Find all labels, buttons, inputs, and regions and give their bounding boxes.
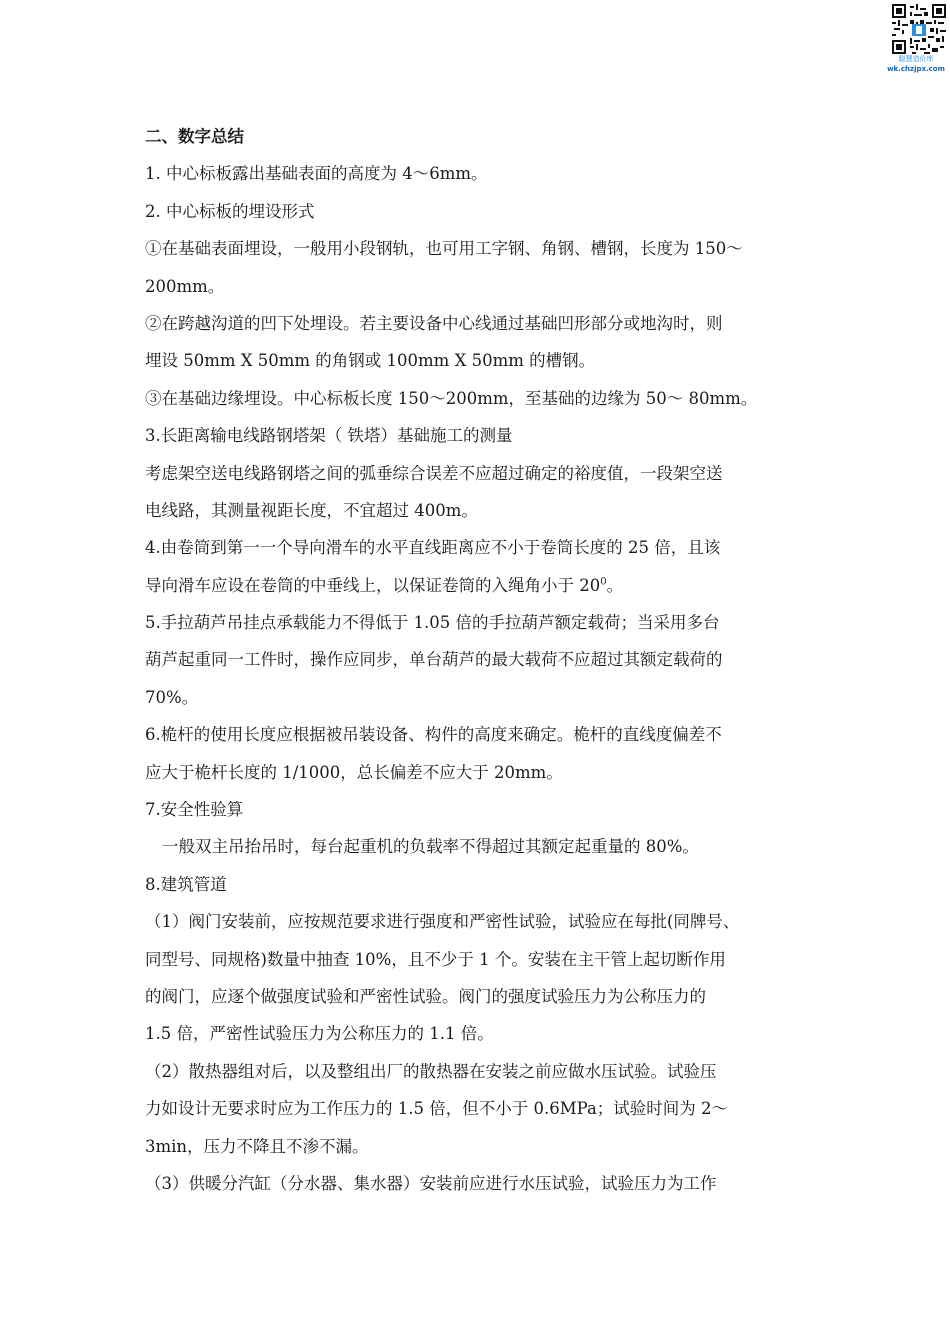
text-line: ③在基础边缘埋设。中心标板长度 150～200mm，至基础的边缘为 50～ 80mm。 — [145, 388, 758, 408]
text-line: 8.建筑管道 — [145, 874, 227, 894]
text-line: 力如设计无要求时应为工作压力的 1.5 倍，但不小于 0.6MPa；试验时间为 2～ — [145, 1099, 729, 1119]
text-line: 埋设 50mm X 50mm 的角钢或 100mm X 50mm 的槽钢。 — [145, 351, 596, 371]
text-line: 5.手拉葫芦吊挂点承载能力不得低于 1.05 倍的手拉葫芦额定载荷；当采用多台 — [145, 613, 720, 633]
text-line: ①在基础表面埋设，一般用小段钢轨，也可用工字钢、角钢、槽钢，长度为 150～ — [145, 239, 743, 259]
text-line: 6.桅杆的使用长度应根据被吊装设备、构件的高度来确定。桅杆的直线度偏差不 — [145, 725, 722, 745]
text-line: 同型号、同规格)数量中抽查 10%，且不少于 1 个。安装在主干管上起切断作用 — [145, 949, 726, 969]
text-line: 考虑架空送电线路钢塔之间的弧垂综合误差不应超过确定的裕度值，一段架空送 — [145, 463, 723, 483]
text-line: （2）散热器组对后，以及整组出厂的散热器在安装之前应做水压试验。试验压 — [145, 1061, 717, 1081]
text-line: ②在跨越沟道的凹下处埋设。若主要设备中心线通过基础凹形部分或地沟时，则 — [145, 313, 723, 333]
brand-url[interactable]: wk.chzjpx.com — [887, 65, 945, 73]
text-line: 3.长距离输电线路钢塔架（ 铁塔）基础施工的测量 — [145, 426, 513, 446]
text-line-main: 导向滑车应设在卷筒的中垂线上，以保证卷筒的入绳角小于 20 — [145, 575, 601, 595]
text-line: 4.由卷筒到第一一个导向滑车的水平直线距离应不小于卷筒长度的 25 倍，且该 — [145, 538, 721, 558]
text-line: （3）供暖分汽缸（分水器、集水器）安装前应进行水压试验，试验压力为工作 — [145, 1173, 717, 1193]
text-line: 一般双主吊抬吊时，每台起重机的负载率不得超过其额定起重量的 80%。 — [162, 837, 699, 857]
text-line: （1）阀门安装前，应按规范要求进行强度和严密性试验，试验应在每批(同牌号、 — [145, 912, 740, 932]
text-line-end: 。 — [606, 575, 624, 595]
text-line: 葫芦起重同一工件时，操作应同步，单台葫芦的最大载荷不应超过其额定载荷的 — [145, 650, 723, 670]
text-line: 应大于桅杆长度的 1/1000，总长偏差不应大于 20mm。 — [145, 762, 563, 782]
qr-code-icon — [892, 4, 946, 54]
text-line: 的阀门，应逐个做强度试验和严密性试验。阀门的强度试验压力为公称压力的 — [145, 986, 706, 1006]
degree-superscript: 0 — [600, 576, 607, 588]
text-line: 1.5 倍，严密性试验压力为公称压力的 1.1 倍。 — [145, 1024, 494, 1044]
section-heading: 二、数字总结 — [145, 127, 244, 146]
text-line: 1. 中心标板露出基础表面的高度为 4～6mm。 — [145, 164, 488, 184]
text-line: 3min，压力不降且不渗不漏。 — [145, 1136, 369, 1156]
watermark-brand — [884, 54, 948, 74]
text-line: 7.安全性验算 — [145, 800, 244, 820]
brand-name: 聪慧造价库 — [898, 55, 934, 63]
text-line-with-superscript — [145, 567, 815, 604]
document-body — [145, 118, 815, 1202]
text-line: 2. 中心标板的埋设形式 — [145, 201, 315, 221]
text-line: 200mm。 — [145, 276, 225, 296]
text-line: 电线路，其测量视距长度，不宜超过 400m。 — [145, 500, 478, 520]
text-line: 70%。 — [145, 687, 199, 707]
